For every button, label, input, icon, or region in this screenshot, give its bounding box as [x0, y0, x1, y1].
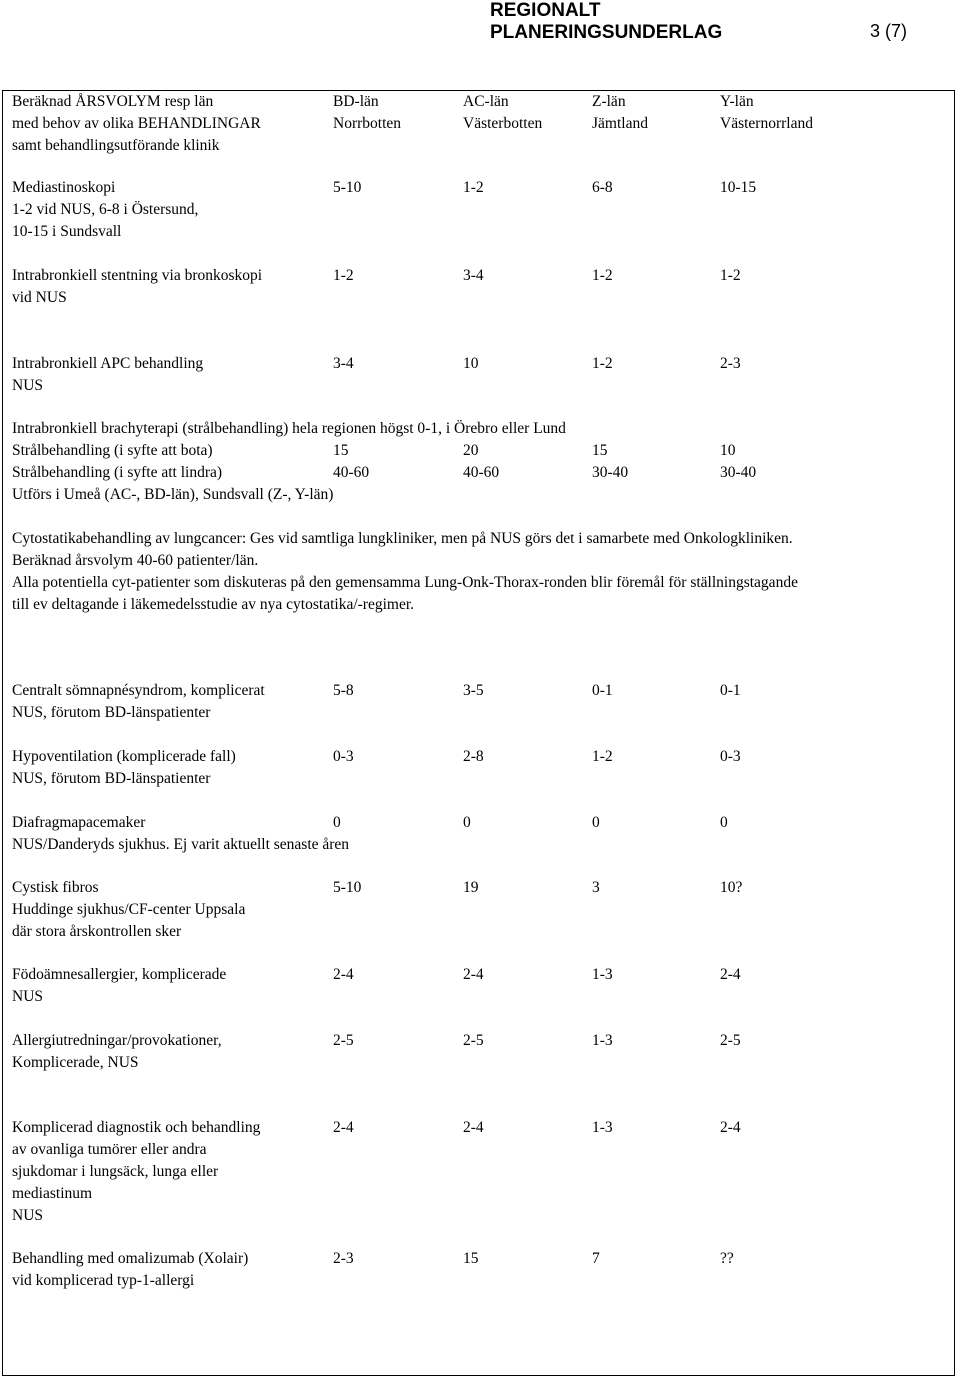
table-cell: 2-4: [720, 966, 741, 983]
cyto-paragraph-line: Alla potentiella cyt-patienter som diskuteras på den gemensamma Lung-Onk-Thorax-ronden blir föremål för ställningstagande: [12, 574, 798, 591]
column-header-z: Z-län Jämtland: [592, 93, 648, 132]
table-cell: 0-1: [720, 682, 741, 699]
table-row-label: Strålbehandling (i syfte att lindra): [12, 464, 223, 481]
table-cell: 0: [592, 814, 600, 831]
table-cell: 0-3: [333, 748, 354, 765]
table-cell: 6-8: [592, 179, 613, 196]
table-cell: 3-5: [463, 682, 484, 699]
row-label-header: Beräknad ÅRSVOLYM resp län med behov av olika BEHANDLINGAR samt behandlingsutförande klinik: [12, 93, 261, 154]
table-row-label: Hypoventilation (komplicerade fall) NUS, förutom BD-länspatienter: [12, 748, 236, 787]
table-cell: 1-2: [592, 355, 613, 372]
brachy-note: Utförs i Umeå (AC-, BD-län), Sundsvall (Z-, Y-län): [12, 486, 334, 503]
table-cell: 19: [463, 879, 479, 896]
table-cell: 5-10: [333, 879, 362, 896]
table-cell: 15: [592, 442, 608, 459]
table-cell: 1-3: [592, 1032, 613, 1049]
page-number: 3 (7): [870, 21, 908, 41]
table-cell: 3: [592, 879, 600, 896]
table-cell: 2-5: [463, 1032, 484, 1049]
table-row-label: Födoämnesallergier, komplicerade NUS: [12, 966, 227, 1005]
table-cell: 3-4: [463, 267, 484, 284]
table-cell: 2-5: [333, 1032, 354, 1049]
table-row-label: Centralt sömnapnésyndrom, komplicerat NUS, förutom BD-länspatienter: [12, 682, 265, 721]
table-cell: 7: [592, 1250, 600, 1267]
table-cell: 2-4: [463, 1119, 484, 1136]
table-cell: 30-40: [720, 464, 757, 481]
table-row-label: Mediastinoskopi 1-2 vid NUS, 6-8 i Östersund, 10-15 i Sundsvall: [12, 179, 199, 240]
table-cell: 1-2: [463, 179, 484, 196]
table-cell: 40-60: [463, 464, 500, 481]
table-cell: 0-1: [592, 682, 613, 699]
table-cell: 2-4: [333, 1119, 354, 1136]
table-row-label: Komplicerad diagnostik och behandling av ovanliga tumörer eller andra sjukdomar i lungsäck, lunga eller mediastinum NUS: [12, 1119, 261, 1224]
cyto-paragraph-line: Beräknad årsvolym 40-60 patienter/län.: [12, 552, 259, 569]
table-row-label: Strålbehandling (i syfte att bota): [12, 442, 213, 459]
column-header-bd: BD-län Norrbotten: [333, 93, 402, 132]
table-row-label: Intrabronkiell stentning via bronkoskopi vid NUS: [12, 267, 263, 306]
table-cell: 1-2: [720, 267, 741, 284]
cyto-paragraph-line: till ev deltagande i läkemedelsstudie av nya cytostatika/-regimer.: [12, 596, 415, 613]
table-row-label: Behandling med omalizumab (Xolair) vid komplicerad typ-1-allergi: [12, 1250, 249, 1289]
table-cell: 5-10: [333, 179, 362, 196]
table-cell: 2-3: [720, 355, 741, 372]
table-row-label: Cystisk fibros Huddinge sjukhus/CF-center Uppsala där stora årskontrollen sker: [12, 879, 246, 940]
table-cell: 0: [463, 814, 471, 831]
table-cell: 5-8: [333, 682, 354, 699]
table-cell: 10: [720, 442, 736, 459]
table-cell: 1-2: [333, 267, 354, 284]
table-cell: 1-2: [592, 748, 613, 765]
table-cell: 2-5: [720, 1032, 741, 1049]
table-cell: 2-4: [333, 966, 354, 983]
table-cell: 20: [463, 442, 479, 459]
table-row-label: Allergiutredningar/provokationer, Komplicerade, NUS: [12, 1032, 222, 1071]
table-cell: 30-40: [592, 464, 629, 481]
table-cell: 2-4: [463, 966, 484, 983]
table-cell: 10?: [720, 879, 743, 896]
table-cell: 0: [720, 814, 728, 831]
document-title-line1: REGIONALT: [490, 0, 601, 21]
table-cell: 2-3: [333, 1250, 354, 1267]
document-title: [490, 0, 722, 44]
table-cell: 15: [463, 1250, 479, 1267]
table-cell: 0: [333, 814, 341, 831]
cyto-paragraph-line: Cytostatikabehandling av lungcancer: Ges vid samtliga lungkliniker, men på NUS görs det i samarbete med Onkologkliniken.: [12, 530, 793, 547]
table-cell: 40-60: [333, 464, 370, 481]
table-cell: 3-4: [333, 355, 354, 372]
table-cell: 0-3: [720, 748, 741, 765]
table-cell: 2-8: [463, 748, 484, 765]
column-header-ac: AC-län Västerbotten: [463, 93, 543, 132]
table-cell: 1-3: [592, 966, 613, 983]
brachy-title: Intrabronkiell brachyterapi (strålbehandling) hela regionen högst 0-1, i Örebro eller Lund: [12, 420, 566, 437]
table-row-label: Intrabronkiell APC behandling NUS: [12, 355, 204, 394]
table-cell: ??: [720, 1250, 734, 1267]
table-cell: 15: [333, 442, 349, 459]
table-cell: 10: [463, 355, 479, 372]
document-title-line2: PLANERINGSUNDERLAG: [490, 22, 723, 43]
table-cell: 2-4: [720, 1119, 741, 1136]
table-row-label: Diafragmapacemaker NUS/Danderyds sjukhus. Ej varit aktuellt senaste åren: [12, 814, 350, 853]
table-cell: 1-3: [592, 1119, 613, 1136]
table-cell: 10-15: [720, 179, 757, 196]
column-header-y: Y-län Västernorrland: [720, 93, 813, 132]
table-cell: 1-2: [592, 267, 613, 284]
